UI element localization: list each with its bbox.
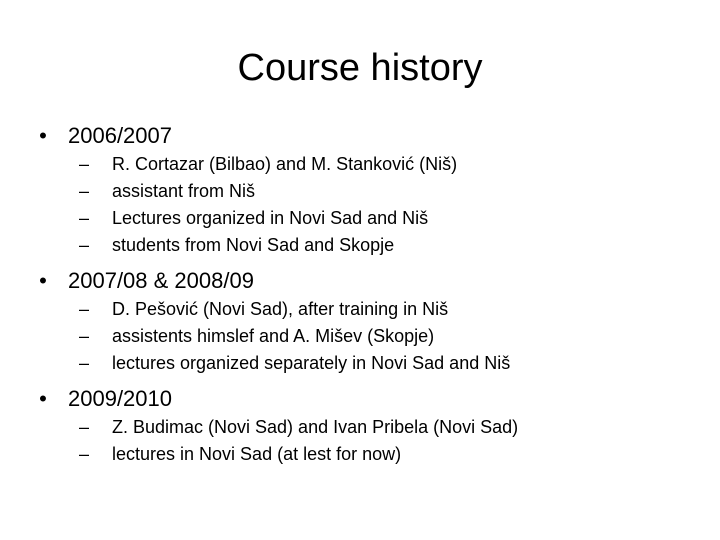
bullet-icon: • xyxy=(39,268,47,293)
bullet-icon: • xyxy=(39,123,47,148)
list-item-text: lectures in Novi Sad (at lest for now) xyxy=(112,444,402,464)
dash-icon: – xyxy=(78,417,89,437)
sub-list xyxy=(68,298,696,375)
section-heading: 2009/2010 xyxy=(68,386,172,411)
dash-icon: – xyxy=(78,353,89,373)
list-item xyxy=(76,180,696,203)
list-item-text: Z. Budimac (Novi Sad) and Ivan Pribela (Novi Sad) xyxy=(112,417,519,437)
dash-icon: – xyxy=(78,208,89,228)
bullet-icon: • xyxy=(39,386,47,411)
list-item xyxy=(76,207,696,230)
slide-title: Course history xyxy=(237,47,483,89)
list-item xyxy=(76,325,696,348)
dash-icon: – xyxy=(78,299,89,319)
section-2009-2010 xyxy=(36,385,696,466)
dash-icon: – xyxy=(78,181,89,201)
sub-list xyxy=(68,416,696,466)
sub-list xyxy=(68,153,696,257)
list-item-text: students from Novi Sad and Skopje xyxy=(112,235,395,255)
dash-icon: – xyxy=(78,154,89,174)
list-item xyxy=(76,298,696,321)
section-heading: 2007/08 & 2008/09 xyxy=(68,268,254,293)
section-2007-2009 xyxy=(36,267,696,375)
dash-icon: – xyxy=(78,235,89,255)
dash-icon: – xyxy=(78,326,89,346)
list-item xyxy=(76,416,696,439)
list-item xyxy=(76,352,696,375)
dash-icon: – xyxy=(78,444,89,464)
list-item-text: Lectures organized in Novi Sad and Niš xyxy=(112,208,429,228)
bullet-list xyxy=(36,122,696,466)
list-item xyxy=(76,443,696,466)
list-item-text: R. Cortazar (Bilbao) and M. Stanković (Niš) xyxy=(112,154,458,174)
section-2006-2007 xyxy=(36,122,696,257)
section-heading: 2006/2007 xyxy=(68,123,172,148)
list-item-text: assistant from Niš xyxy=(112,181,256,201)
list-item xyxy=(76,153,696,176)
list-item-text: assistents himslef and A. Mišev (Skopje) xyxy=(112,326,435,346)
list-item-text: lectures organized separately in Novi Sad and Niš xyxy=(112,353,511,373)
list-item xyxy=(76,234,696,257)
list-item-text: D. Pešović (Novi Sad), after training in Niš xyxy=(112,299,449,319)
